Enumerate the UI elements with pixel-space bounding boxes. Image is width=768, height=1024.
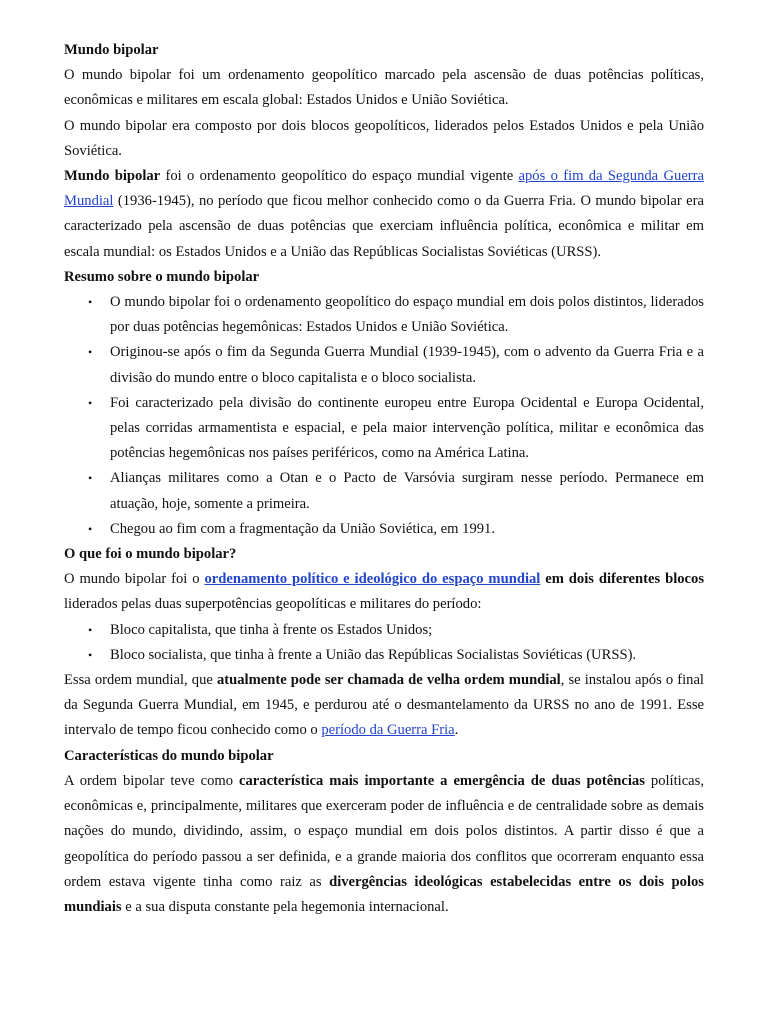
ordem-text-a: Essa ordem mundial, que [64,672,217,689]
document-page [64,38,704,920]
link-periodo-guerra-fria[interactable]: período da Guerra Fria [321,722,455,739]
link-ordenamento-politico[interactable]: ordenamento político e ideológico do espaço mundial [204,571,541,588]
ordem-bold: atualmente pode ser chamada de velha ordem mundial [216,672,561,689]
blocos-list [64,618,704,668]
list-item: • Foi caracterizado pela divisão do continente europeu entre Europa Ocidental e Europa Ocidental, pelas corridas armamentista e espacial, e pela maior intervenção política, militar e econômica das potências hegemônicas nos países periféricos, como na América Latina. [110,391,704,467]
carac-bold-a: característica mais importante a emergência de duas potências [239,772,645,789]
o-que-foi-text-b: liderados pelas duas superpotências geopolíticas e militares do período: [64,596,482,613]
ordem-text-b: , se instalou após o final da Segunda Guerra Mundial, em 1945, e perdurou até o desmantelamento da URSS no ano de 1991. Esse intervalo de tempo ficou conhecido como o [64,672,704,739]
heading-o-que-foi: O que foi o mundo bipolar? [64,546,237,563]
o-que-foi-paragraph [64,567,704,617]
o-que-foi-bold: em dois diferentes blocos [540,571,704,588]
carac-text-b: políticas, econômicas e, principalmente, militares que exerceram poder de influência e de centralidade sobre as demais nações do mundo, dividindo, assim, o espaço mundial em dois polos distintos. A partir disso é que a geopolítica do período passou a ser definida, e a grande maioria dos conflitos que ocorreram enquanto essa ordem estava vigente tinha como raiz as [64,772,704,890]
list-item: • Originou-se após o fim da Segunda Guerra Mundial (1939-1945), com o advento da Guerra Fria e a divisão do mundo entre o bloco capitalista e o bloco socialista. [110,340,704,390]
list-item: • Bloco socialista, que tinha à frente a União das Repúblicas Socialistas Soviéticas (URSS). [110,643,704,668]
resumo-list [64,290,704,542]
link-fim-segunda-guerra[interactable]: após o fim da Segunda Guerra Mundial [64,168,704,210]
definition-text-b: (1936-1945), no período que ficou melhor conhecido como o da Guerra Fria. O mundo bipolar era caracterizado pela ascensão de duas potências que exerciam influência política, econômica e militar em escala mundial: os Estados Unidos e a União das Repúblicas Socialistas Soviéticas (URSS). [64,193,704,260]
definition-term: Mundo bipolar [64,168,161,185]
page-title: Mundo bipolar [64,42,159,58]
carac-bold-b: divergências ideológicas estabelecidas entre os dois polos mundiais [64,873,704,915]
list-item: • Bloco capitalista, que tinha à frente os Estados Unidos; [110,618,704,643]
list-item: • O mundo bipolar foi o ordenamento geopolítico do espaço mundial em dois polos distintos, liderados por duas potências hegemônicas: Estados Unidos e União Soviética. [110,290,704,340]
heading-resumo: Resumo sobre o mundo bipolar [64,268,260,285]
list-item: • Alianças militares como a Otan e o Pacto de Varsóvia surgiram nesse período. Permanece em atuação, hoje, somente a primeira. [110,466,704,516]
list-item: • Chegou ao fim com a fragmentação da União Soviética, em 1991. [110,517,704,542]
carac-text-a: A ordem bipolar teve como [64,772,240,789]
definition-text-a: foi o ordenamento geopolítico do espaço mundial vigente [160,168,519,185]
carac-text-c: e a sua disputa constante pela hegemonia internacional. [121,898,449,915]
heading-caracteristicas: Características do mundo bipolar [64,747,274,764]
intro-paragraph-1: O mundo bipolar foi um ordenamento geopolítico marcado pela ascensão de duas potências políticas, econômicas e militares em escala global: Estados Unidos e União Soviética. [64,67,704,109]
o-que-foi-text-a: O mundo bipolar foi o [64,571,205,588]
ordem-text-end: . [454,722,459,739]
intro-paragraph-2: O mundo bipolar era composto por dois blocos geopolíticos, liderados pelos Estados Unidos e pela União Soviética. [64,117,704,159]
caracteristicas-paragraph [64,769,704,920]
ordem-mundial-paragraph [64,668,704,744]
definition-paragraph [64,164,704,265]
